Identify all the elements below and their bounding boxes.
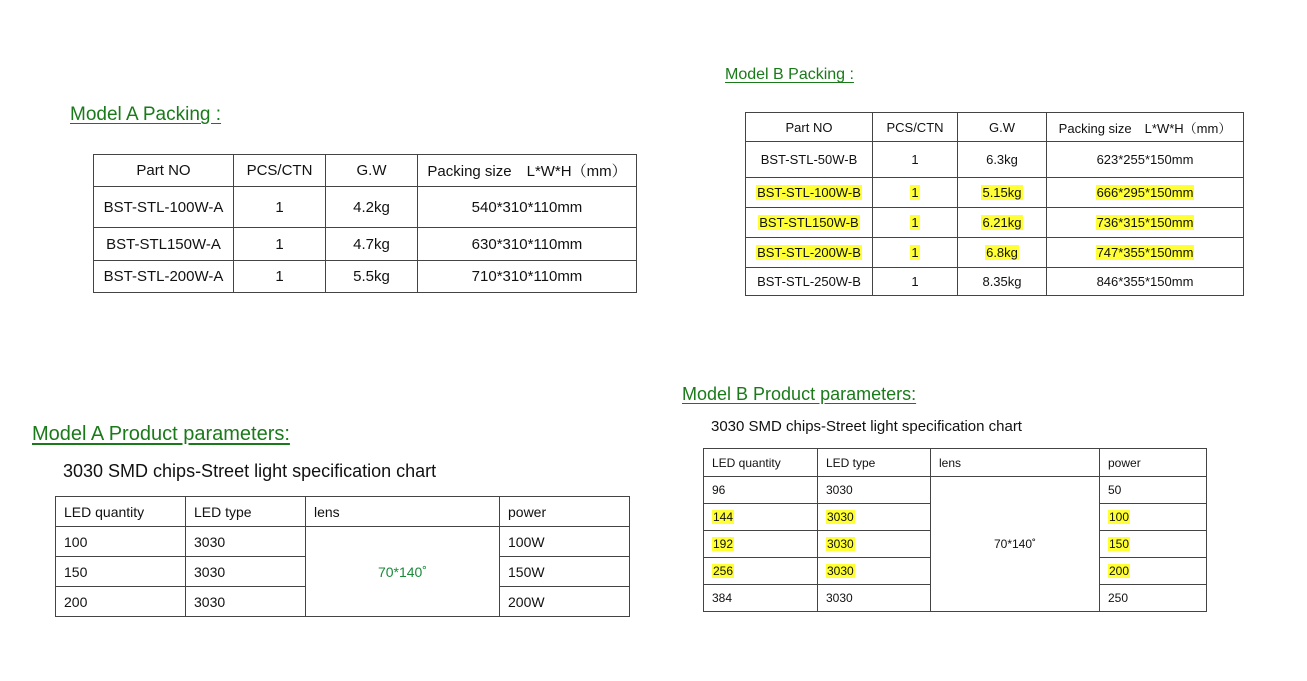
- model-a-params-subtitle: 3030 SMD chips-Street light specification chart: [63, 461, 437, 481]
- cell-pcs-ctn: 1: [234, 261, 326, 293]
- model-a-params-title: Model A Product parameters:: [32, 423, 290, 445]
- cell-packing-size: 666*295*150mm: [1096, 185, 1194, 200]
- cell-led-quantity: 144: [713, 510, 734, 524]
- header-led-type: LED type: [818, 449, 931, 477]
- header-led-type: LED type: [186, 497, 306, 527]
- cell-part-no: BST-STL150W-B: [759, 215, 859, 230]
- cell-led-type: 3030: [827, 537, 854, 551]
- cell-part-no: BST-STL-50W-B: [746, 142, 873, 178]
- cell-led-quantity: 256: [713, 564, 734, 578]
- cell-led-type: 3030: [827, 564, 854, 578]
- cell-packing-size: 623*255*150mm: [1047, 142, 1244, 178]
- cell-lens: 70*140˚: [931, 477, 1100, 612]
- table-row: [94, 261, 637, 293]
- cell-led-type: 3030: [818, 477, 931, 504]
- cell-led-quantity: 192: [713, 537, 734, 551]
- table-row-highlighted: [746, 178, 1244, 208]
- cell-part-no: BST-STL-100W-A: [94, 187, 234, 228]
- cell-gross-weight: 5.15kg: [982, 185, 1022, 200]
- cell-packing-size: 540*310*110mm: [418, 187, 637, 228]
- cell-pcs-ctn: 1: [234, 228, 326, 261]
- cell-led-quantity: 100: [56, 527, 186, 557]
- header-gross-weight: G.W: [958, 113, 1047, 142]
- cell-pcs-ctn: 1: [911, 185, 919, 200]
- cell-packing-size: 736*315*150mm: [1096, 215, 1194, 230]
- cell-led-quantity: 384: [704, 585, 818, 612]
- header-part-no: Part NO: [746, 113, 873, 142]
- cell-gross-weight: 6.8kg: [986, 245, 1018, 260]
- cell-gross-weight: 5.5kg: [326, 261, 418, 293]
- header-power: power: [1100, 449, 1207, 477]
- table-row: [746, 142, 1244, 178]
- table-header-row: [56, 497, 630, 527]
- cell-gross-weight: 8.35kg: [958, 268, 1047, 296]
- header-power: power: [500, 497, 630, 527]
- cell-gross-weight: 4.7kg: [326, 228, 418, 261]
- cell-pcs-ctn: 1: [911, 245, 919, 260]
- cell-power: 200W: [500, 587, 630, 617]
- cell-led-type: 3030: [186, 587, 306, 617]
- table-header-row: [704, 449, 1207, 477]
- cell-led-type: 3030: [186, 527, 306, 557]
- cell-part-no: BST-STL150W-A: [94, 228, 234, 261]
- model-a-packing-table: [93, 154, 637, 293]
- cell-gross-weight: 6.21kg: [982, 215, 1022, 230]
- cell-packing-size: 710*310*110mm: [418, 261, 637, 293]
- table-header-row: [94, 155, 637, 187]
- cell-pcs-ctn: 1: [873, 142, 958, 178]
- header-led-quantity: LED quantity: [56, 497, 186, 527]
- cell-led-quantity: 200: [56, 587, 186, 617]
- cell-part-no: BST-STL-200W-A: [94, 261, 234, 293]
- cell-led-type: 3030: [827, 510, 854, 524]
- cell-packing-size: 630*310*110mm: [418, 228, 637, 261]
- table-row: [94, 228, 637, 261]
- cell-power: 100: [1109, 510, 1130, 524]
- header-packing-size: Packing size L*W*H（mm）: [418, 155, 637, 187]
- table-row-highlighted: [746, 208, 1244, 238]
- header-part-no: Part NO: [94, 155, 234, 187]
- cell-pcs-ctn: 1: [873, 268, 958, 296]
- cell-led-type: 3030: [186, 557, 306, 587]
- cell-packing-size: 846*355*150mm: [1047, 268, 1244, 296]
- cell-led-quantity: 150: [56, 557, 186, 587]
- cell-part-no: BST-STL-250W-B: [746, 268, 873, 296]
- header-lens: lens: [931, 449, 1100, 477]
- model-b-params-title: Model B Product parameters:: [682, 384, 917, 404]
- model-a-packing-title: Model A Packing :: [70, 104, 222, 125]
- cell-power: 150W: [500, 557, 630, 587]
- header-gross-weight: G.W: [326, 155, 418, 187]
- table-row-highlighted: [746, 238, 1244, 268]
- table-row: [56, 527, 630, 557]
- cell-lens: 70*140˚: [306, 527, 500, 617]
- cell-power: 100W: [500, 527, 630, 557]
- cell-packing-size: 747*355*150mm: [1096, 245, 1194, 260]
- cell-part-no: BST-STL-200W-B: [757, 245, 861, 260]
- cell-gross-weight: 4.2kg: [326, 187, 418, 228]
- cell-part-no: BST-STL-100W-B: [757, 185, 861, 200]
- cell-pcs-ctn: 1: [234, 187, 326, 228]
- cell-power: 50: [1100, 477, 1207, 504]
- cell-led-quantity: 96: [704, 477, 818, 504]
- model-b-params-table: [703, 448, 1207, 612]
- cell-power: 250: [1100, 585, 1207, 612]
- model-b-params-subtitle: 3030 SMD chips-Street light specification chart: [711, 418, 1022, 435]
- table-header-row: [746, 113, 1244, 142]
- table-row: [704, 477, 1207, 504]
- cell-led-type: 3030: [818, 585, 931, 612]
- header-led-quantity: LED quantity: [704, 449, 818, 477]
- model-a-params-table: [55, 496, 630, 617]
- header-pcs-ctn: PCS/CTN: [234, 155, 326, 187]
- header-lens: lens: [306, 497, 500, 527]
- header-pcs-ctn: PCS/CTN: [873, 113, 958, 142]
- model-b-packing-title: Model B Packing :: [725, 66, 854, 83]
- table-row: [746, 268, 1244, 296]
- cell-pcs-ctn: 1: [911, 215, 919, 230]
- cell-power: 150: [1109, 537, 1130, 551]
- cell-power: 200: [1109, 564, 1130, 578]
- table-row: [94, 187, 637, 228]
- cell-gross-weight: 6.3kg: [958, 142, 1047, 178]
- model-b-packing-table: [745, 112, 1244, 296]
- header-packing-size: Packing size L*W*H（mm）: [1047, 113, 1244, 142]
